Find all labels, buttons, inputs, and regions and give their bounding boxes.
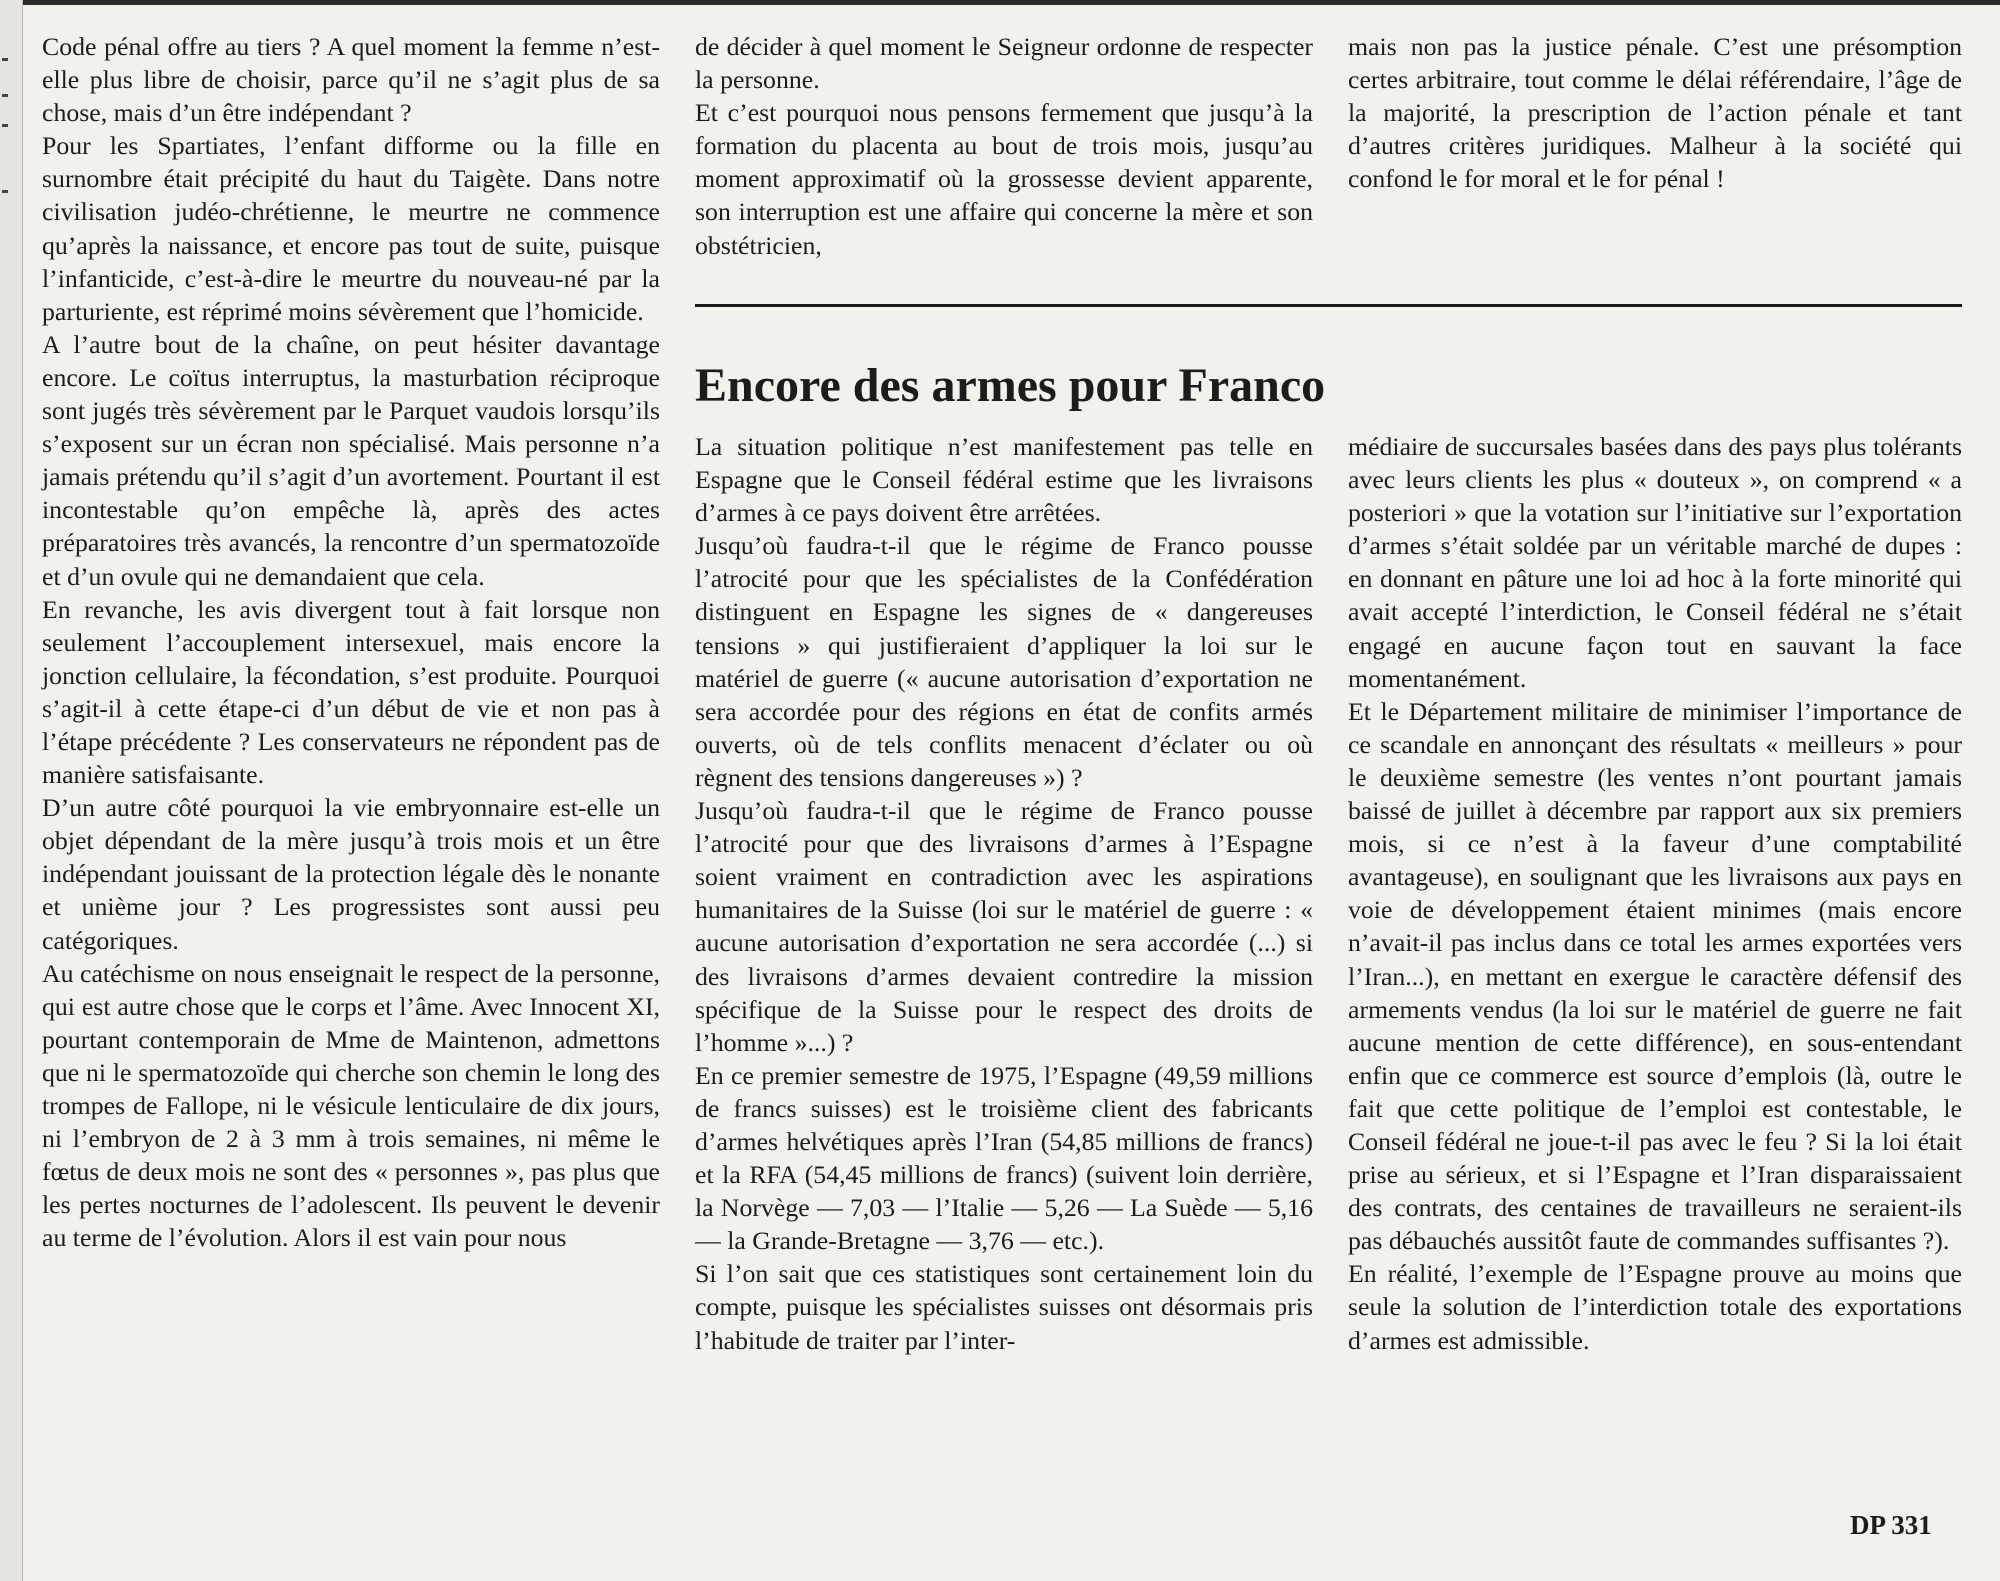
paragraph: La situation politique n’est manifestement pas telle en Espagne que le Conseil fédéral estime que les livraisons d’armes à ce pays doivent être arrêtées. (695, 432, 1313, 528)
paragraph: médiaire de succursales basées dans des pays plus tolérants avec leurs clients les plus « douteux », on comprend « a posteriori » que la votation sur l’initiative sur l’exportation d’armes s’était soldée par un véritable marché de dupes : en donnant en pâture une loi ad hoc à la forte minorité qui avait accepté l’interdiction, le Conseil fédéral ne s’était engagé en aucune façon tout en sauvant la face momentanément. (1348, 432, 1962, 693)
column-2-top (695, 30, 1313, 262)
column-1 (42, 30, 660, 1254)
article-divider (695, 304, 1962, 307)
paragraph: mais non pas la justice pénale. C’est une présomption certes arbitraire, tout comme le délai référendaire, l’âge de la majorité, la prescription de l’action pénale et tant d’autres critères juridiques. Malheur à la société qui confond le for moral et le for pénal ! (1348, 32, 1962, 194)
paragraph: En revanche, les avis divergent tout à fait lorsque non seulement l’accouplement intersexuel, mais encore la jonction cellulaire, la fécondation, s’est produite. Pourquoi s’agit-il à cette étape-ci d’un début de vie et non pas à l’étape précédente ? Les conservateurs ne répondent pas de manière satisfaisante. (42, 594, 660, 790)
article-column-3 (1348, 430, 1962, 1357)
edge-mark (2, 190, 8, 193)
paragraph: Et c’est pourquoi nous pensons fermement que jusqu’à la formation du placenta au bout de trois mois, jusqu’au moment approximatif où la grossesse devient apparente, son interruption est une affaire qui concerne la mère et son obstétricien, (695, 98, 1313, 260)
column-3-top (1348, 30, 1962, 195)
paragraph: Jusqu’où faudra-t-il que le régime de Franco pousse l’atrocité pour que les spécialistes de la Confédération distinguent en Espagne les signes de « dangereuses tensions » qui justifieraient d’appliquer la loi sur le matériel de guerre (« aucune autorisation d’exportation ne sera accordée pour des régions en état de confits armés ouverts, où de tels conflits menacent d’éclater ou où règnent des tensions dangereuses ») ? (695, 531, 1313, 792)
paragraph: Au catéchisme on nous enseignait le respect de la personne, qui est autre chose que le corps et l’âme. Avec Innocent XI, pourtant contemporain de Mme de Maintenon, admettons que ni le spermatozoïde qui cherche son chemin le long des trompes de Fallope, ni le vésicule lenticulaire de dix jours, ni l’embryon de 2 à 3 mm à trois semaines, ni même le fœtus de deux mois ne sont des « personnes », pas plus que les pertes nocturnes de l’adolescent. Ils peuvent le devenir au terme de l’évolution. Alors il est vain pour nous (42, 958, 660, 1253)
paragraph: de décider à quel moment le Seigneur ordonne de respecter la personne. (695, 32, 1313, 95)
paragraph: Jusqu’où faudra-t-il que le régime de Franco pousse l’atrocité pour que des livraisons d’armes à l’Espagne soient vraiment en contradiction avec les aspirations humanitaires de la Suisse (loi sur le matériel de guerre : « aucune autorisation d’exportation ne sera accordée (...) si des livraisons d’armes devaient contredire la mission spécifique de la Suisse pour le respect des droits de l’homme »...) ? (695, 796, 1313, 1057)
paragraph: Code pénal offre au tiers ? A quel moment la femme n’est-elle plus libre de choisir, parce qu’il ne s’agit plus de sa chose, mais d’un être indépendant ? (42, 32, 660, 128)
page-number: DP 331 (1850, 1510, 1932, 1540)
paragraph: D’un autre côté pourquoi la vie embryonnaire est-elle un objet dépendant de la mère jusqu’à trois mois et un être indépendant jouissant de la protection légale dès le nonante et unième jour ? Les progressistes sont aussi peu catégoriques. (42, 793, 660, 955)
paragraph: A l’autre bout de la chaîne, on peut hésiter davantage encore. Le coïtus interruptus, la masturbation réciproque sont jugés très sévèrement par le Parquet vaudois lorsqu’ils s’exposent sur un écran non spécialisé. Mais personne n’a jamais prétendu qu’il s’agit d’un avortement. Pourtant il est incontestable qu’on empêche là, après des actes préparatoires très avancés, la rencontre d’un spermatozoïde et d’un ovule qui ne demandaient que cela. (42, 329, 660, 591)
paragraph: En réalité, l’exemple de l’Espagne prouve au moins que seule la solution de l’interdiction totale des exportations d’armes est admissible. (1348, 1259, 1962, 1355)
paragraph: Si l’on sait que ces statistiques sont certainement loin du compte, puisque les spécialistes suisses ont désormais pris l’habitude de traiter par l’inter- (695, 1259, 1313, 1355)
edge-mark (2, 94, 8, 97)
page-left-edge (0, 0, 23, 1581)
edge-mark (2, 58, 8, 61)
paragraph: Et le Département militaire de minimiser l’importance de ce scandale en annonçant des résultats « meilleurs » pour le deuxième semestre (les ventes n’ont pourtant jamais baissé de juillet à décembre par rapport aux six premiers mois, si ce n’est à la faveur d’une comptabilité avantageuse), en soulignant que les livraisons aux pays en voie de développement étaient minimes (mais encore n’avait-il pas inclus dans ce total les armes exportées vers l’Iran...), en mettant en exergue le caractère défensif des armements vendus (la loi sur le matériel de guerre ne fait aucune mention de cette différence), en sous-entendant enfin que ce commerce est source d’emplois (là, outre le fait que cette politique de l’emploi est contestable, le Conseil fédéral ne joue-t-il pas avec le feu ? Si la loi était prise au sérieux, et si l’Espagne et l’Iran disparaissaient des contrats, des centaines de travailleurs ne seraient-ils pas débauchés aussitôt faute de commandes suffisantes ?). (1348, 696, 1962, 1256)
top-border (18, 0, 2000, 5)
article-column-2 (695, 430, 1313, 1357)
article-headline: Encore des armes pour Franco (695, 359, 1326, 412)
paragraph: En ce premier semestre de 1975, l’Espagne (49,59 millions de francs suisses) est le troisième client des fabricants d’armes helvétiques après l’Iran (54,85 millions de francs) et la RFA (54,45 millions de francs) (suivent loin derrière, la Norvège — 7,03 — l’Italie — 5,26 — La Suède — 5,16 — la Grande-Bretagne — 3,76 — etc.). (695, 1060, 1313, 1256)
paragraph: Pour les Spartiates, l’enfant difforme ou la fille en surnombre était précipité du haut du Taigète. Dans notre civilisation judéo-chrétienne, le meurtre ne commence qu’après la naissance, et encore pas tout de suite, puisque l’infanticide, c’est-à-dire le meurtre du nouveau-né par la parturiente, est réprimé moins sévèrement que l’homicide. (42, 131, 660, 326)
edge-mark (2, 124, 8, 127)
